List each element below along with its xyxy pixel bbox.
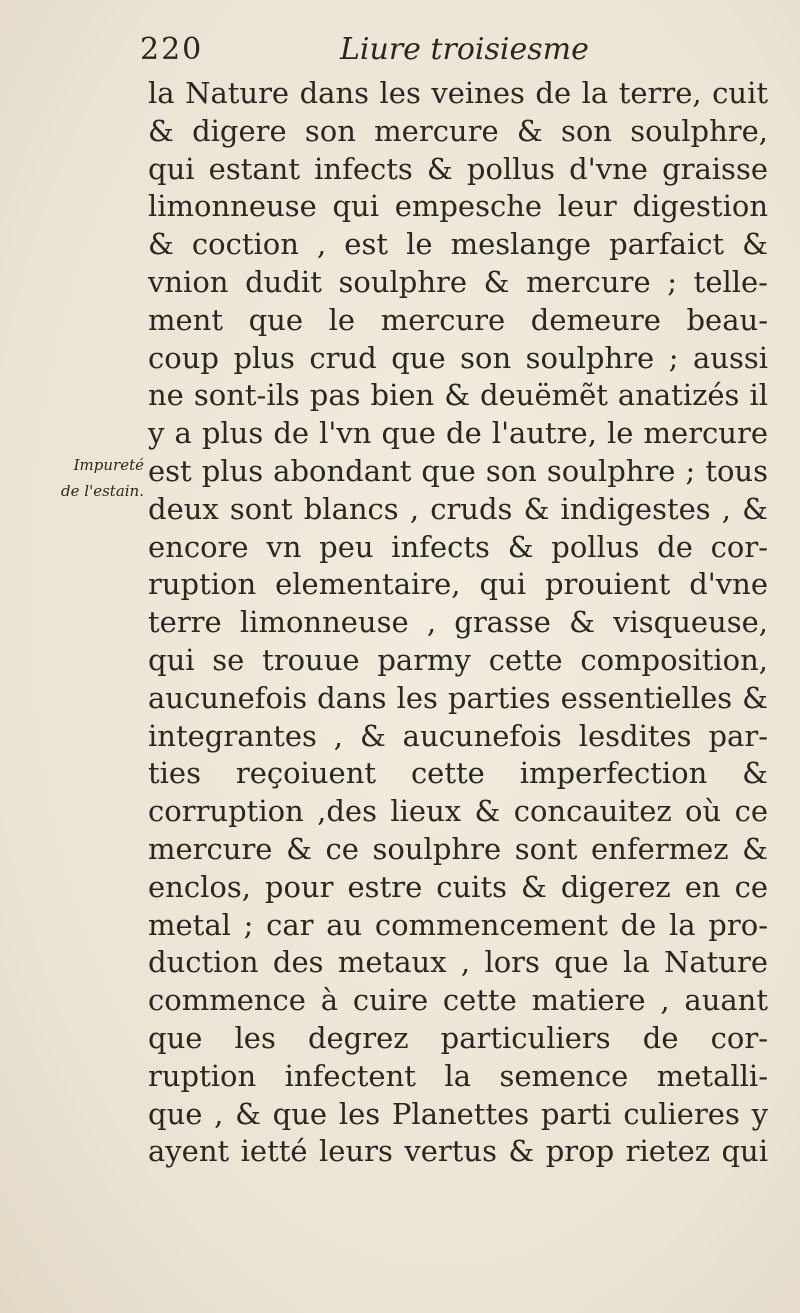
text-line: y a plus de l'vn que de l'autre, le mercure: [148, 416, 768, 451]
text-line: vnion dudit soulphre & mercure ; telle-: [148, 264, 768, 299]
text-line: coup plus crud que son soulphre ; aussi: [148, 340, 768, 375]
text-line: & coction , est le meslange parfaict &: [148, 227, 768, 262]
page-number: 220: [140, 32, 204, 67]
text-line: ties reçoiuent cette imperfection &: [148, 756, 768, 791]
text-line: qui se trouue parmy cette composition,: [148, 642, 768, 677]
body-text: [148, 75, 768, 1171]
text-line: mercure & ce soulphre sont enfermez &: [148, 831, 768, 866]
text-line: duction des metaux , lors que la Nature: [148, 945, 768, 980]
page-header: [140, 32, 760, 72]
text-line: terre limonneuse , grasse & visqueuse,: [148, 605, 768, 640]
text-line: qui estant infects & pollus d'vne graisse: [148, 151, 768, 186]
text-line: enclos, pour estre cuits & digerez en ce: [148, 869, 768, 904]
text-line: commence à cuire cette matiere , auant: [148, 983, 768, 1018]
text-line: ruption infectent la semence metalli-: [148, 1058, 768, 1093]
text-line: deux sont blancs , cruds & indigestes , &: [148, 491, 768, 526]
text-line: la Nature dans les veines de la terre, cuit: [148, 76, 768, 110]
margin-note-line-1: Impureté: [73, 456, 144, 474]
text-line: metal ; car au commencement de la pro-: [148, 907, 768, 942]
text-line: est plus abondant que son soulphre ; tous: [148, 453, 768, 488]
text-line: ne sont-ils pas bien & deuëmẽt anatizés il: [148, 378, 768, 413]
text-line: que , & que les Planettes parti culieres y: [148, 1096, 768, 1131]
text-line: ayent ietté leurs vertus & prop rietez qui: [148, 1134, 768, 1169]
margin-note-line-2: de l'estain.: [61, 482, 144, 500]
running-head: Liure troisiesme: [340, 32, 589, 67]
text-line: aucunefois dans les parties essentielles &: [148, 680, 768, 715]
text-line: ruption elementaire, qui prouient d'vne: [148, 567, 768, 602]
margin-note: [24, 452, 144, 504]
text-line: que les degrez particuliers de cor-: [148, 1020, 768, 1055]
text-line: corruption ,des lieux & concauitez où ce: [148, 794, 768, 829]
text-line: limonneuse qui empesche leur digestion: [148, 189, 768, 224]
text-line: ment que le mercure demeure beau-: [148, 302, 768, 337]
text-line: & digere son mercure & son soulphre,: [148, 113, 768, 148]
text-line: encore vn peu infects & pollus de cor-: [148, 529, 768, 564]
text-line: integrantes , & aucunefois lesdites par-: [148, 718, 768, 753]
